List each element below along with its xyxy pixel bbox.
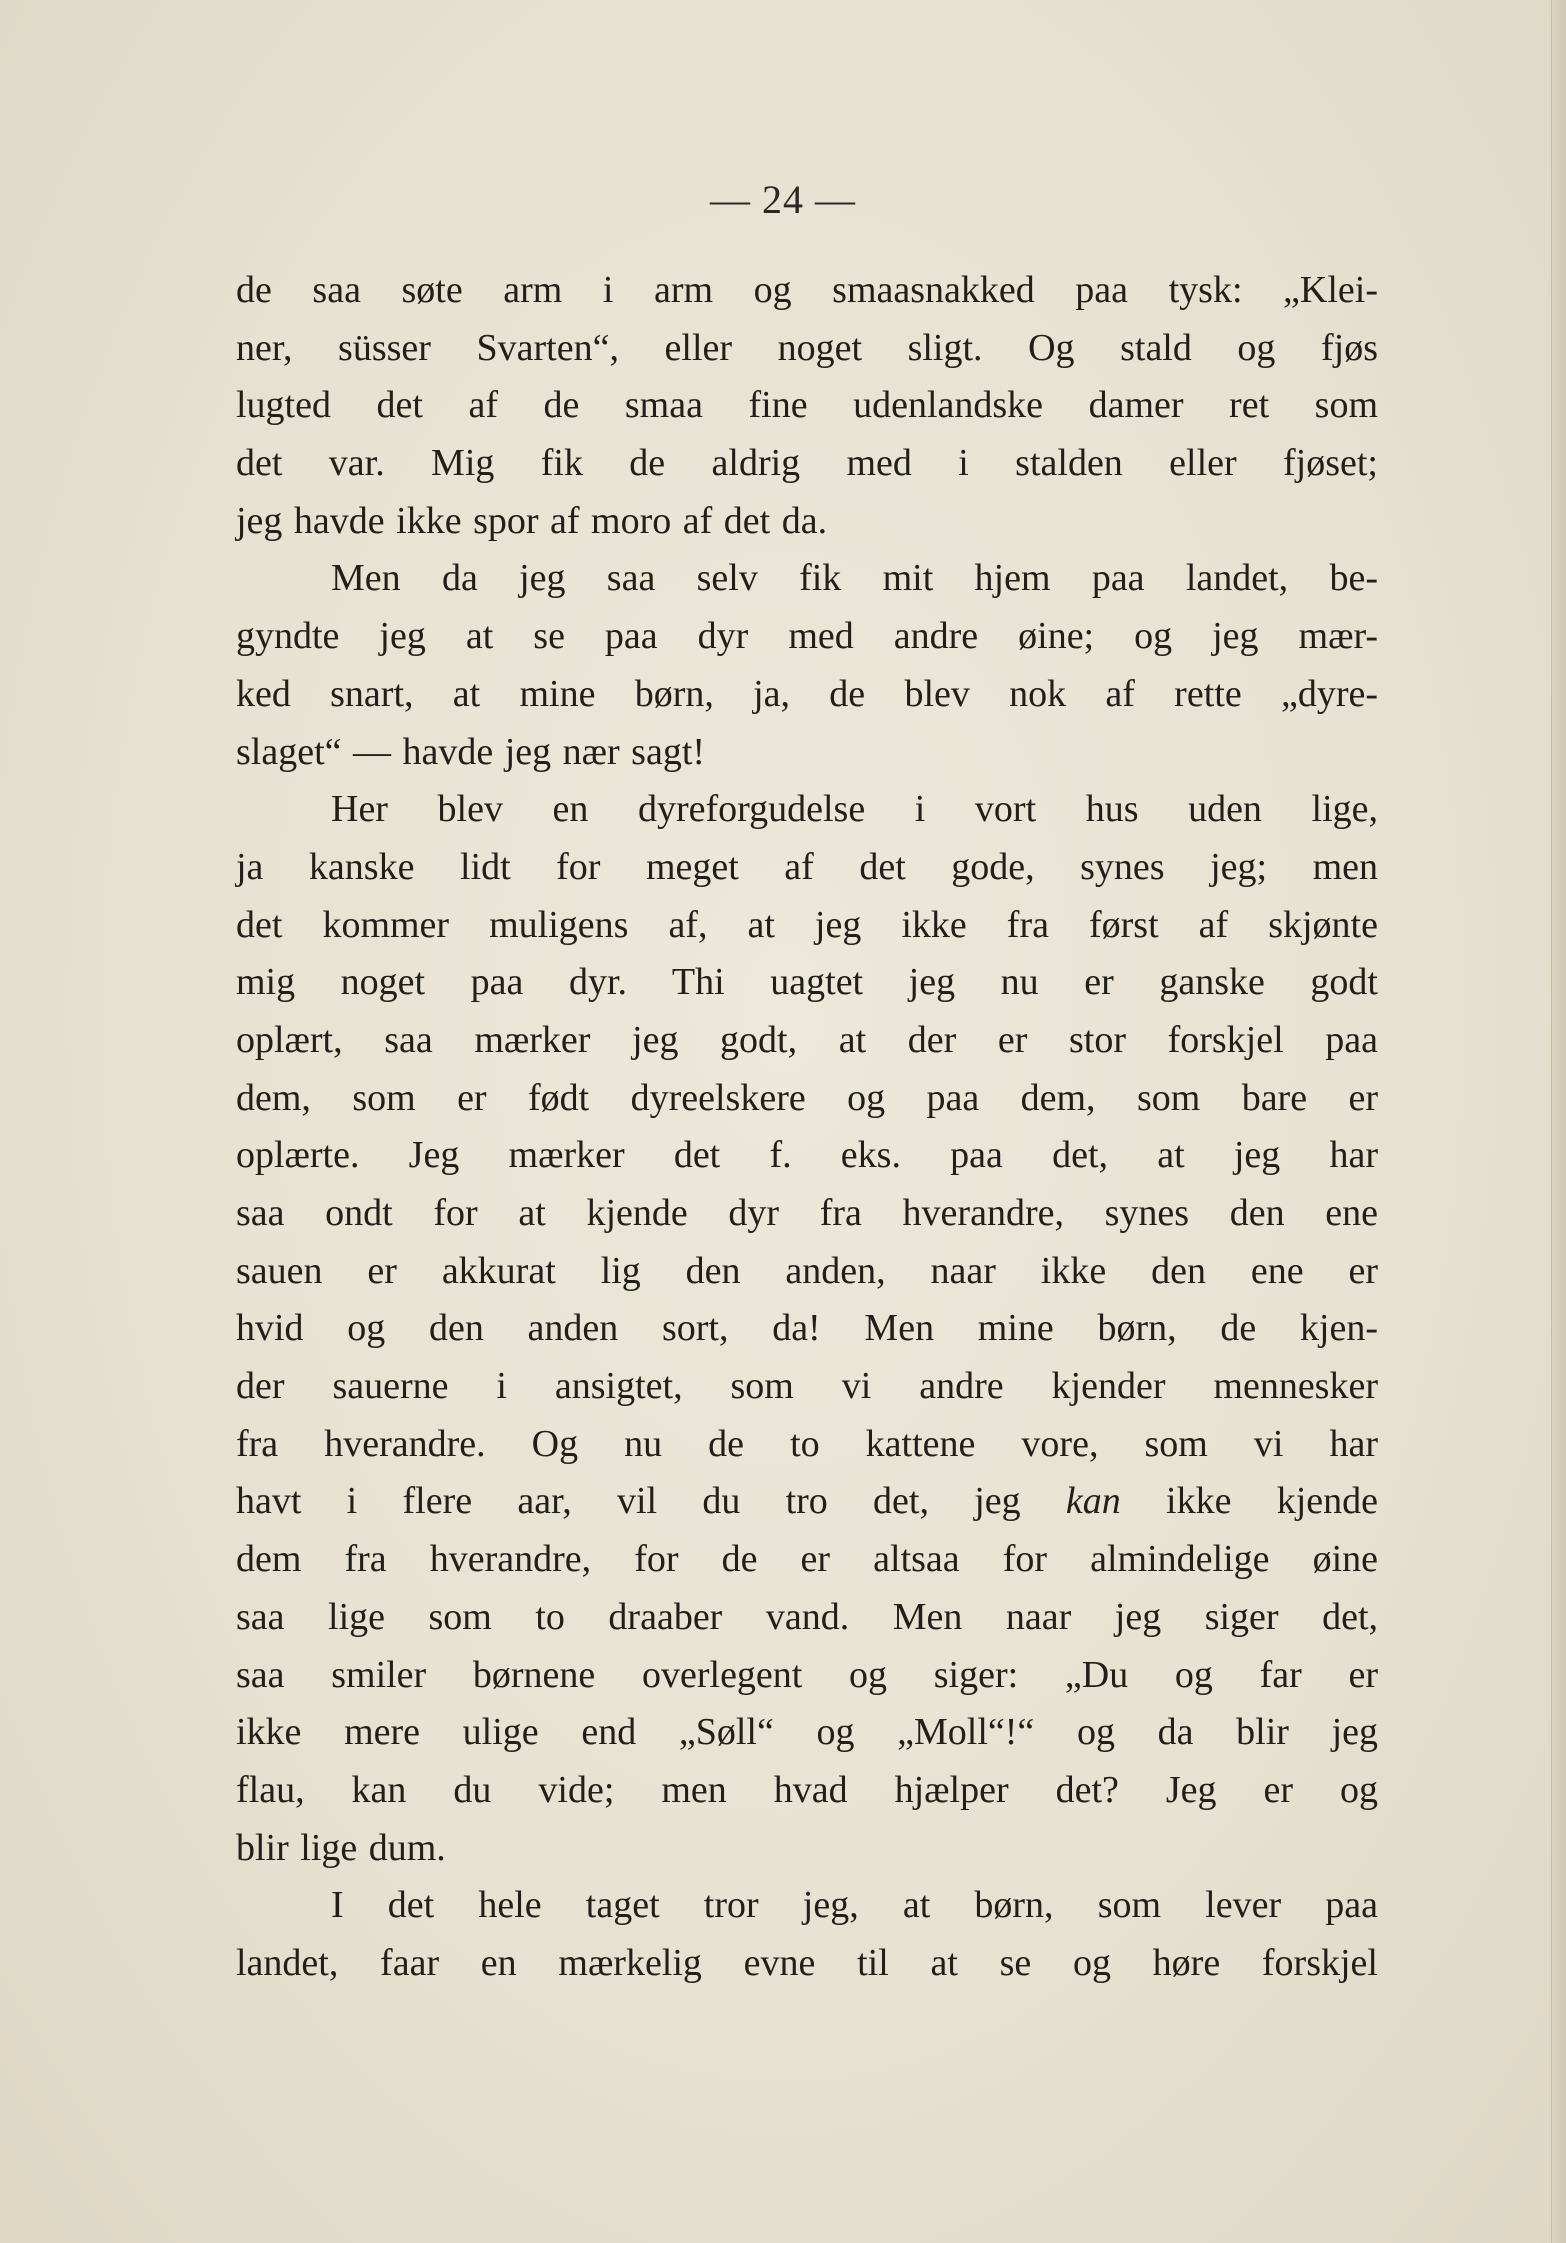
emphasized-word: kan	[1065, 1480, 1121, 1523]
text-line: hvid og den anden sort, da! Men mine børn, de kjen-	[236, 1307, 1378, 1350]
text-line: de saa søte arm i arm og smaasnakked paa tysk: „Klei-	[236, 269, 1378, 311]
text-line: Men da jeg saa selv fik mit hjem paa landet, be-	[331, 557, 1378, 600]
text-line: dem fra hverandre, for de er altsaa for almindelige øine	[236, 1538, 1378, 1581]
page-number: — 24 —	[710, 177, 856, 222]
text-line: slaget“ — havde jeg nær sagt!	[236, 730, 706, 773]
text-line: ja kanske lidt for meget af det gode, synes jeg; men	[236, 845, 1378, 888]
text-line: blir lige dum.	[236, 1826, 446, 1869]
text-line: lugted det af de smaa fine udenlandske damer ret som	[236, 384, 1378, 427]
text-segment: ikke kjende	[1120, 1480, 1379, 1523]
text-line: mig noget paa dyr. Thi uagtet jeg nu er ganske godt	[236, 961, 1378, 1004]
text-line: dem, som er født dyreelskere og paa dem, som bare er	[236, 1076, 1378, 1119]
text-line: saa lige som to draaber vand. Men naar jeg siger det,	[236, 1595, 1378, 1638]
body-text	[236, 262, 1378, 1993]
text-line: saa ondt for at kjende dyr fra hverandre, synes den ene	[236, 1192, 1378, 1234]
text-line: saa smiler børnene overlegent og siger: „Du og far er	[236, 1653, 1378, 1696]
text-line: flau, kan du vide; men hvad hjælper det? Jeg er og	[236, 1768, 1378, 1811]
text-line: oplært, saa mærker jeg godt, at der er stor forskjel paa	[236, 1018, 1378, 1061]
text-line: jeg havde ikke spor af moro af det da.	[236, 499, 828, 542]
text-line	[236, 1473, 1378, 1531]
text-segment: havt i flere aar, vil du tro det, jeg	[236, 1480, 1066, 1523]
text-line: ked snart, at mine børn, ja, de blev nok af rette „dyre-	[236, 672, 1378, 715]
text-line: Her blev en dyreforgudelse i vort hus uden lige,	[331, 788, 1378, 831]
text-line: oplærte. Jeg mærker det f. eks. paa det, at jeg har	[236, 1134, 1378, 1177]
text-line: ner, süsser Svarten“, eller noget sligt. Og stald og fjøs	[236, 326, 1378, 369]
page-edge	[1551, 0, 1566, 2243]
text-line: ikke mere ulige end „Søll“ og „Moll“!“ og da blir jeg	[236, 1711, 1378, 1754]
text-line: gyndte jeg at se paa dyr med andre øine; og jeg mær-	[236, 615, 1378, 658]
text-line: det var. Mig fik de aldrig med i stalden eller fjøset;	[236, 442, 1378, 485]
text-line: sauen er akkurat lig den anden, naar ikke den ene er	[236, 1249, 1378, 1292]
text-line: det kommer muligens af, at jeg ikke fra først af skjønte	[236, 903, 1378, 946]
text-line: landet, faar en mærkelig evne til at se og høre forskjel	[236, 1941, 1378, 1984]
text-line: I det hele taget tror jeg, at børn, som lever paa	[331, 1884, 1378, 1927]
text-line: fra hverandre. Og nu de to kattene vore, som vi har	[236, 1422, 1378, 1465]
text-line: der sauerne i ansigtet, som vi andre kjender mennesker	[236, 1365, 1378, 1408]
